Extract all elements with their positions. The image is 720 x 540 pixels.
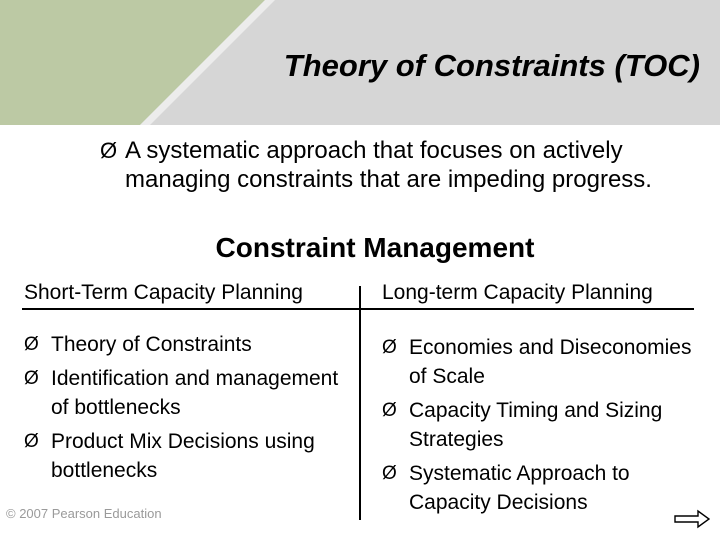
bullet-arrow-icon: Ø <box>24 334 39 355</box>
list-item-text: Product Mix Decisions using bottlenecks <box>51 430 315 482</box>
bullet-arrow-icon: Ø <box>100 138 118 163</box>
list-item <box>24 330 354 359</box>
list-item-text: Economies and Diseconomies of Scale <box>409 336 692 388</box>
arrow-right-icon[interactable] <box>674 509 710 529</box>
slide-title: Theory of Constraints (TOC) <box>283 48 700 83</box>
list-item <box>24 364 354 422</box>
intro-text: A systematic approach that focuses on actively managing constraints that are impeding progress. <box>125 137 652 193</box>
list-item <box>382 459 707 517</box>
list-item-text: Systematic Approach to Capacity Decisions <box>409 462 630 514</box>
horizontal-divider <box>22 308 694 310</box>
right-list <box>382 333 707 522</box>
copyright-text: © 2007 Pearson Education <box>6 506 162 521</box>
left-column-heading: Short-Term Capacity Planning <box>24 281 303 304</box>
list-item <box>382 333 707 391</box>
list-item <box>24 427 354 485</box>
bullet-arrow-icon: Ø <box>382 337 397 358</box>
bullet-arrow-icon: Ø <box>382 400 397 421</box>
vertical-divider <box>359 286 361 520</box>
list-item-text: Identification and management of bottlenecks <box>51 367 339 419</box>
list-item-text: Capacity Timing and Sizing Strategies <box>409 399 663 451</box>
list-item <box>382 396 707 454</box>
section-subheading: Constraint Management <box>215 232 535 263</box>
left-list <box>24 330 354 490</box>
right-column-heading: Long-term Capacity Planning <box>382 281 653 304</box>
list-item-text: Theory of Constraints <box>51 333 252 356</box>
bullet-arrow-icon: Ø <box>24 431 39 452</box>
bullet-arrow-icon: Ø <box>24 368 39 389</box>
bullet-arrow-icon: Ø <box>382 463 397 484</box>
